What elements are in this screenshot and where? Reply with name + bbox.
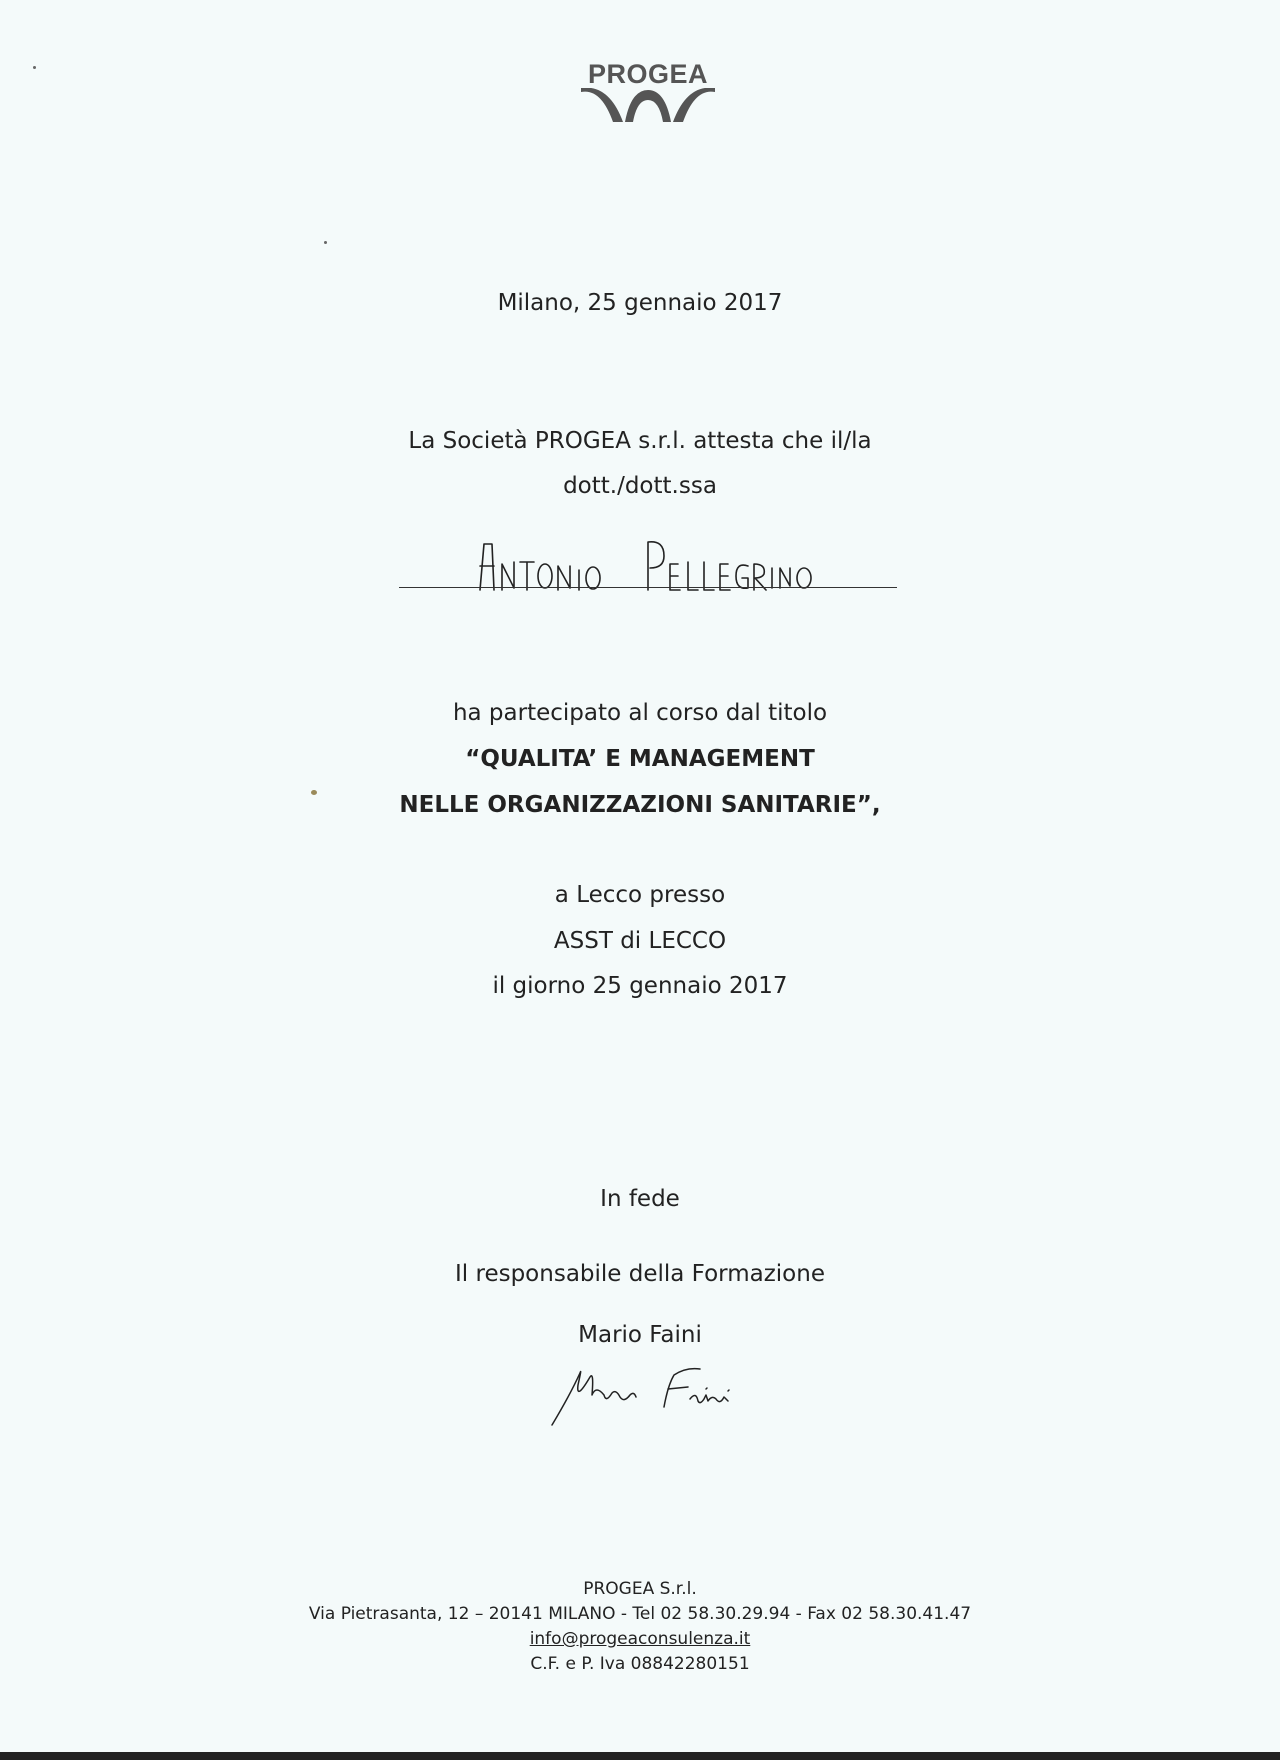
location-line: a Lecco presso bbox=[554, 882, 726, 908]
logo-arcs-icon bbox=[579, 88, 717, 128]
footer-address: Via Pietrasanta, 12 – 20141 MILANO - Tel 02 58.30.29.94 - Fax 02 58.30.41.47 bbox=[308, 1604, 972, 1624]
role-line: Il responsabile della Formazione bbox=[455, 1261, 825, 1287]
day-line: il giorno 25 gennaio 2017 bbox=[492, 973, 788, 999]
scan-speck bbox=[311, 790, 317, 795]
handwritten-participant-name bbox=[450, 530, 850, 600]
course-title-line-2: NELLE ORGANIZZAZIONI SANITARIE”, bbox=[399, 792, 881, 818]
title-line: dott./dott.ssa bbox=[563, 473, 717, 499]
in-fede-line: In fede bbox=[600, 1186, 680, 1212]
footer-email-link[interactable]: info@progeaconsulenza.it bbox=[529, 1629, 751, 1649]
footer-company: PROGEA S.r.l. bbox=[583, 1579, 697, 1599]
signer-name-line: Mario Faini bbox=[578, 1322, 702, 1348]
scan-speck bbox=[324, 241, 327, 244]
logo-wordmark: PROGEA bbox=[587, 59, 709, 89]
participated-line: ha partecipato al corso dal titolo bbox=[452, 700, 828, 726]
footer-tax-id: C.F. e P. Iva 08842280151 bbox=[530, 1654, 750, 1674]
venue-line: ASST di LECCO bbox=[553, 928, 727, 954]
signature-mario-faini bbox=[540, 1355, 760, 1435]
attest-line: La Società PROGEA s.r.l. attesta che il/la bbox=[408, 428, 872, 454]
participant-name-underline bbox=[399, 587, 897, 588]
scan-speck bbox=[33, 66, 36, 69]
course-title-line-1: “QUALITA’ E MANAGEMENT bbox=[465, 746, 815, 772]
scan-bottom-edge bbox=[0, 1752, 1280, 1760]
progea-logo bbox=[575, 58, 721, 128]
date-line: Milano, 25 gennaio 2017 bbox=[497, 290, 783, 316]
footer-email-row bbox=[0, 1627, 1280, 1652]
